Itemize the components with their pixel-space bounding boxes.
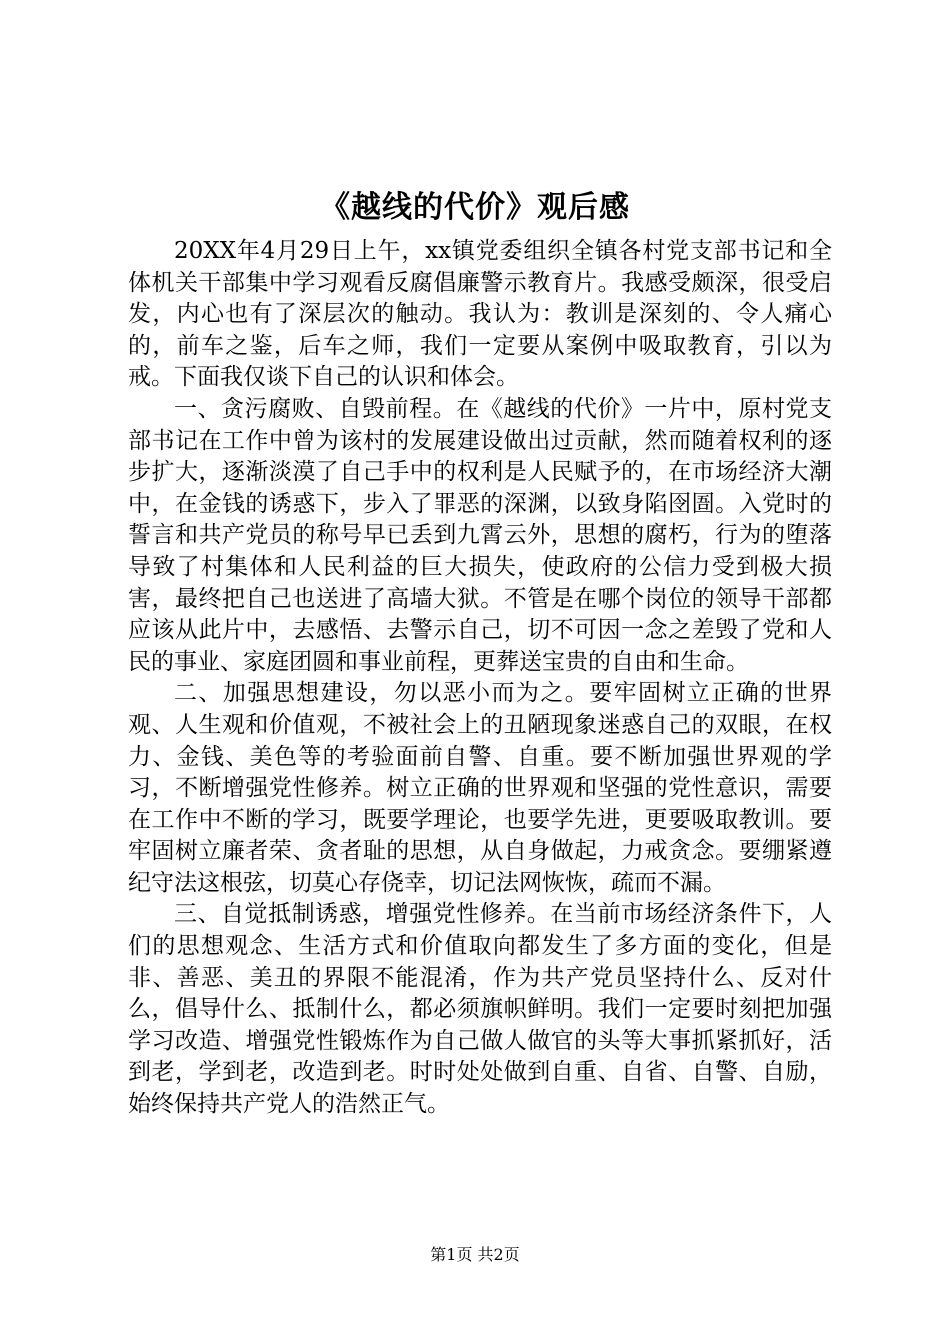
document-body — [128, 236, 832, 1121]
paragraph-intro: 20XX年4月29日上午，xx镇党委组织全镇各村党支部书记和全体机关干部集中学习观看反腐倡廉警示教育片。我感受颇深，很受启发，内心也有了深层次的触动。我认为：教训是深刻的、令人痛心的，前车之鉴，后车之师，我们一定要从案例中吸取教育，引以为戒。下面我仅谈下自己的认识和体会。 — [128, 238, 832, 391]
paragraph-point-one: 一、贪污腐败、自毁前程。在《越线的代价》一片中，原村党支部书记在工作中曾为该村的发展建设做出过贡献，然而随着权利的逐步扩大，逐渐淡漠了自己手中的权利是人民赋予的，在市场经济大潮中，在金钱的诱惑下，步入了罪恶的深渊，以致身陷囹圄。入党时的誓言和共产党员的称号早已丢到九霄云外，思想的腐朽，行为的堕落导致了村集体和人民利益的巨大损失，使政府的公信力受到极大损害，最终把自己也送进了高墙大狱。不管是在哪个岗位的领导干部都应该从此片中，去感悟、去警示自己，切不可因一念之差毁了党和人民的事业、家庭团圆和事业前程，更葬送宝贵的自由和生命。 — [128, 395, 832, 675]
paragraph-point-three: 三、自觉抵制诱惑，增强党性修养。在当前市场经济条件下，人们的思想观念、生活方式和价值取向都发生了多方面的变化，但是非、善恶、美丑的界限不能混淆，作为共产党员坚持什么、反对什么，倡导什么、抵制什么，都必须旗帜鲜明。我们一定要时刻把加强学习改造、增强党性锻炼作为自己做人做官的头等大事抓紧抓好，活到老，学到老，改造到老。时时处处做到自重、自省、自警、自励，始终保持共产党人的浩然正气。 — [128, 901, 832, 1118]
page-footer: 第1页 共2页 — [430, 1245, 520, 1264]
document-title: 《越线的代价》观后感 — [320, 190, 630, 225]
paragraph-point-two: 二、加强思想建设，勿以恶小而为之。要牢固树立正确的世界观、人生观和价值观，不被社会上的丑陋现象迷惑自己的双眼，在权力、金钱、美色等的考验面前自警、自重。要不断加强世界观的学习，不断增强党性修养。树立正确的世界观和坚强的党性意识，需要在工作中不断的学习，既要学理论，也要学先进，更要吸取教训。要牢固树立廉者荣、贪者耻的思想，从自身做起，力戒贪念。要绷紧遵纪守法这根弦，切莫心存侥幸，切记法网恢恢，疏而不漏。 — [128, 680, 832, 896]
